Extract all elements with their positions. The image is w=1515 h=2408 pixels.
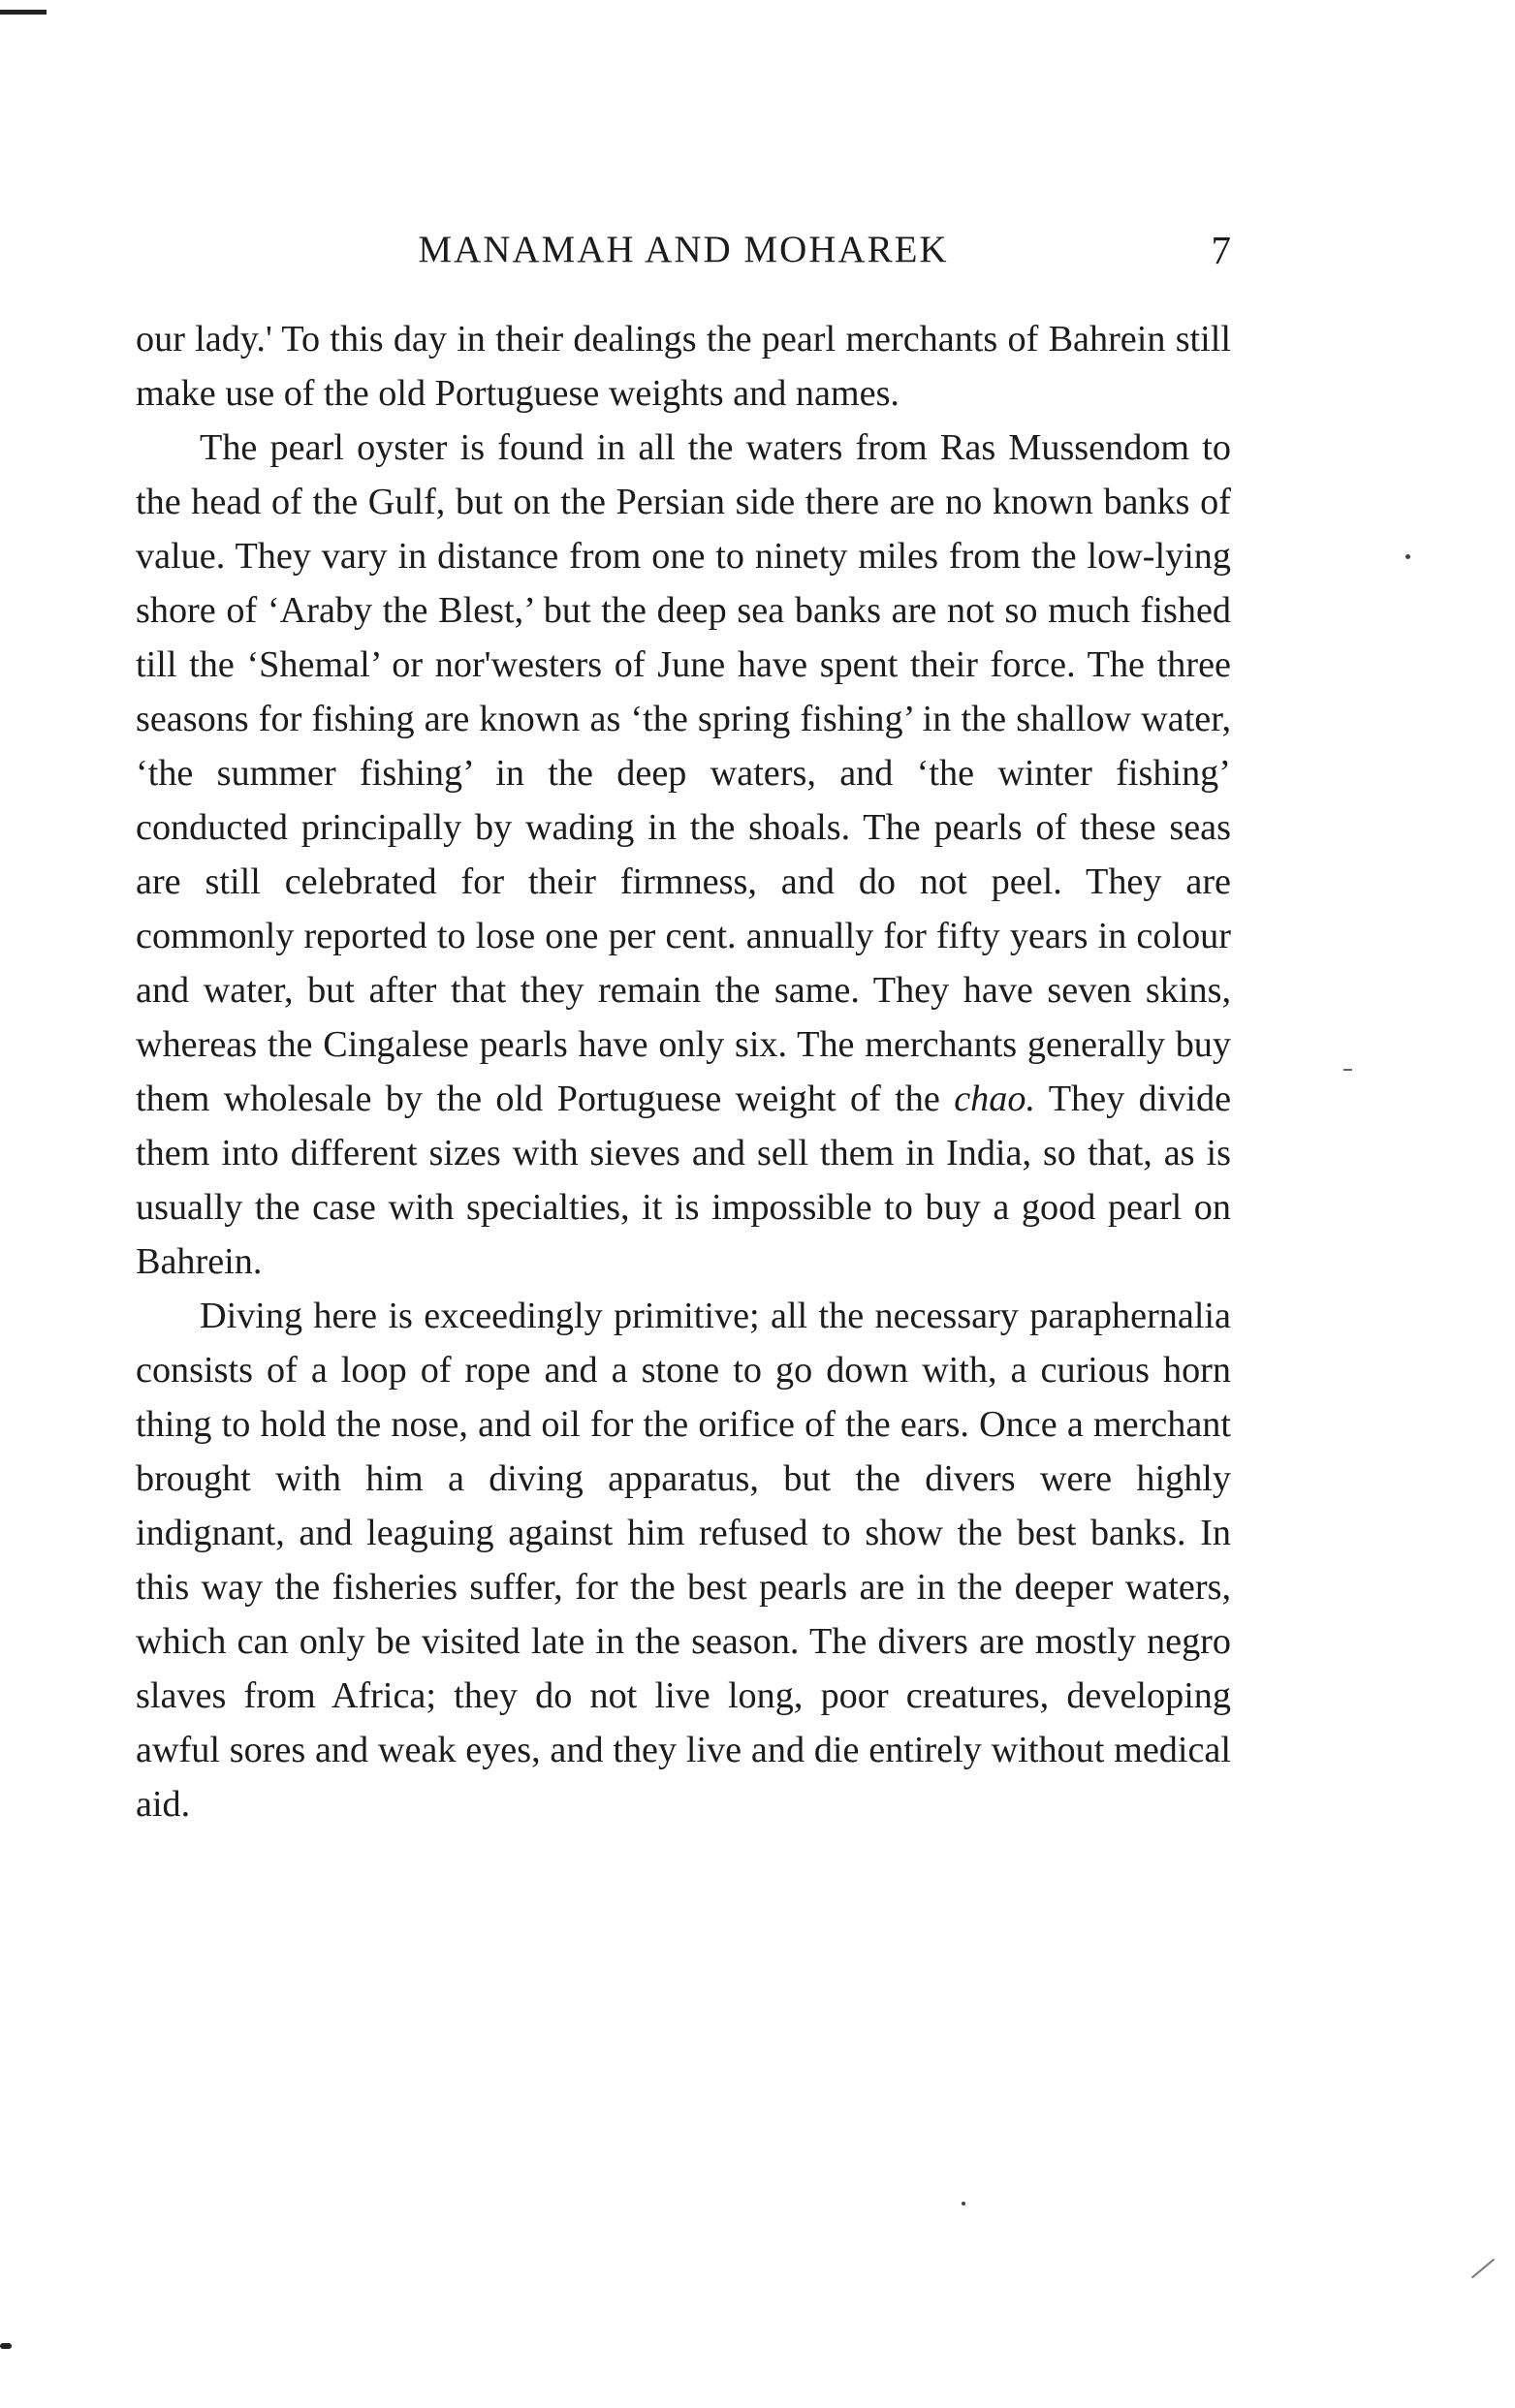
paragraph-1: our lady.' To this day in their dealings the pearl merchants of Bahrein still make use of the old Portuguese weights and names. [136, 319, 1231, 414]
ink-speck [1405, 554, 1410, 559]
scan-scratch [1471, 2259, 1495, 2279]
running-head [136, 221, 1231, 279]
scan-edge-mark [0, 10, 47, 15]
paragraph-2 [136, 421, 1231, 1289]
paragraph-3: Diving here is exceedingly primitive; all the necessary paraphernalia consists of a loop of rope and a stone to go down with, a curious horn thing to hold the nose, and oil for the orifice of the ears. Once a merchant brought with him a diving apparatus, but the divers were highly indignant, and leaguing against him refused to show the best banks. In this way the fisheries suffer, for the best pearls are in the deeper waters, which can only be visited late in the season. The divers are mostly negro slaves from Africa; they do not live long, poor creatures, developing awful sores and weak eyes, and they live and die entirely without medical aid. [136, 1296, 1231, 1825]
page-number: 7 [1211, 228, 1231, 272]
ink-speck [962, 2202, 965, 2205]
chao-italic-term: chao. [954, 1079, 1036, 1119]
ink-speck [1343, 1069, 1352, 1071]
running-title: MANAMAH AND MOHAREK [418, 229, 949, 270]
body-text [136, 312, 1231, 1831]
scan-edge-mark [0, 2343, 12, 2349]
paragraph-2-text-b: They divide them into different sizes with sieves and sell them in India, so that, as is usually the case with specialties, it is impossible to buy a good pearl on Bahrein. [136, 1079, 1232, 1282]
paragraph-2-text-a: The pearl oyster is found in all the waters from Ras Mussendom to the head of the Gulf, but on the Persian side there are no known banks of value. They vary in distance from one to ninety miles from the low-lying shore of ‘Araby the Blest,’ but the deep sea banks are not so much fished till the ‘Shemal’ or nor'westers of June have spent their force. The three seasons for fishing are known as ‘the spring fishing’ in the shallow water, ‘the summer fishing’ in the deep waters, and ‘the winter fishing’ conducted principally by wading in the shoals. The pearls of these seas are still celebrated for their firmness, and do not peel. They are commonly reported to lose one per cent. annually for fifty years in colour and water, but after that they remain the same. They have seven skins, whereas the Cingalese pearls have only six. The merchants generally buy them wholesale by the old Portuguese weight of the [136, 427, 1231, 1119]
